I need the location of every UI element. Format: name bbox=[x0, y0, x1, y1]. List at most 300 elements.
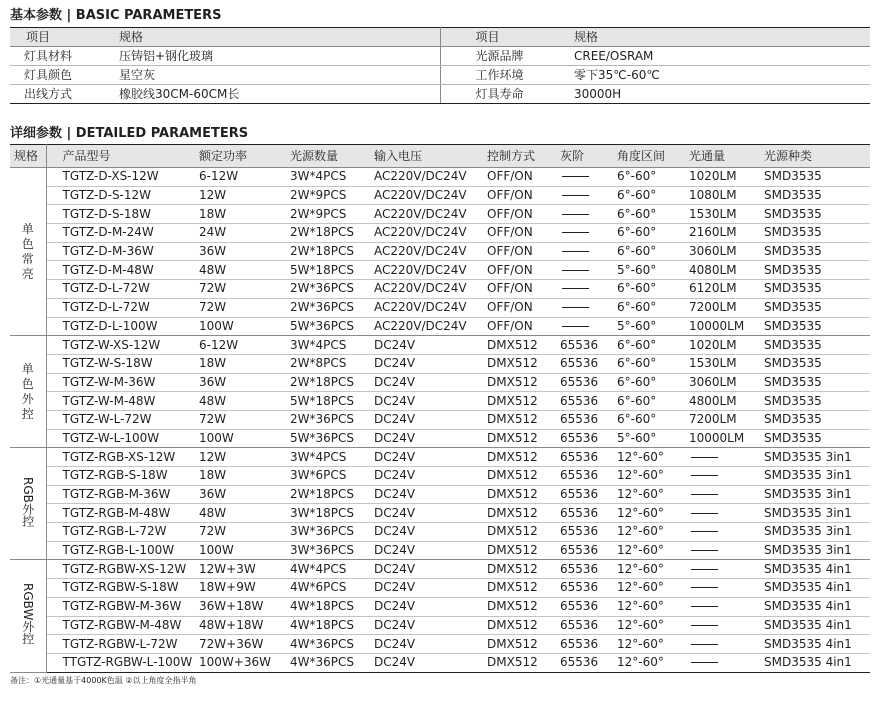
detail-cell: TGTZ-RGB-M-48W bbox=[46, 504, 197, 523]
basic-row bbox=[10, 85, 870, 104]
detail-cell: DC24V bbox=[372, 429, 485, 448]
detail-row bbox=[10, 485, 870, 504]
dash-mark bbox=[691, 587, 718, 588]
detail-header-cell: 灰阶 bbox=[558, 145, 615, 168]
detail-cell: SMD3535 bbox=[762, 410, 870, 429]
detail-cell: 36W bbox=[197, 242, 288, 261]
dash-mark bbox=[691, 662, 718, 663]
detail-cell: 36W bbox=[197, 485, 288, 504]
header-spec: 规格 bbox=[119, 28, 440, 47]
detail-cell: TGTZ-RGB-XS-12W bbox=[46, 448, 197, 467]
basic-item: 光源品牌 bbox=[440, 47, 574, 66]
detail-row bbox=[10, 224, 870, 243]
detailed-parameters-title: 详细参数 | DETAILED PARAMETERS bbox=[10, 126, 249, 141]
detail-cell: SMD3535 4in1 bbox=[762, 635, 870, 654]
dash-mark bbox=[562, 214, 589, 215]
detail-cell: DMX512 bbox=[485, 485, 558, 504]
detail-row bbox=[10, 560, 870, 579]
detail-row bbox=[10, 186, 870, 205]
detail-cell: 100W bbox=[197, 429, 288, 448]
detail-cell: 65536 bbox=[558, 579, 615, 598]
detail-cell: 4W*4PCS bbox=[288, 560, 372, 579]
detail-cell: 1530LM bbox=[687, 354, 762, 373]
detail-row bbox=[10, 523, 870, 542]
detail-cell: SMD3535 bbox=[762, 298, 870, 317]
detail-cell: 4W*18PCS bbox=[288, 616, 372, 635]
detail-cell: 5°-60° bbox=[615, 429, 687, 448]
detailed-parameters-table bbox=[10, 144, 870, 673]
detail-cell: SMD3535 bbox=[762, 354, 870, 373]
basic-parameters-title: 基本参数 | BASIC PARAMETERS bbox=[10, 8, 222, 23]
detail-cell: 3W*4PCS bbox=[288, 336, 372, 355]
dash-mark bbox=[691, 550, 718, 551]
detail-cell: 10000LM bbox=[687, 429, 762, 448]
detail-cell: 65536 bbox=[558, 653, 615, 672]
dash-mark bbox=[691, 606, 718, 607]
detail-cell: 1530LM bbox=[687, 205, 762, 224]
detail-cell bbox=[558, 261, 615, 280]
detail-row bbox=[10, 280, 870, 299]
detail-cell: 2W*18PCS bbox=[288, 224, 372, 243]
detail-cell: 12°-60° bbox=[615, 523, 687, 542]
group-label-cell bbox=[10, 336, 46, 448]
detail-cell: 18W bbox=[197, 467, 288, 486]
detail-cell: 4W*36PCS bbox=[288, 635, 372, 654]
detail-cell: 2W*18PCS bbox=[288, 485, 372, 504]
detail-cell: 72W bbox=[197, 280, 288, 299]
detail-cell: SMD3535 bbox=[762, 336, 870, 355]
detail-cell: TGTZ-W-XS-12W bbox=[46, 336, 197, 355]
detail-cell bbox=[558, 280, 615, 299]
footnote: 备注：①光通量基于4000K色温 ②以上角度全指半角 bbox=[10, 676, 197, 685]
detail-cell: SMD3535 4in1 bbox=[762, 579, 870, 598]
detail-cell: 48W bbox=[197, 261, 288, 280]
dash-mark bbox=[562, 251, 589, 252]
detail-cell: OFF/ON bbox=[485, 261, 558, 280]
detail-cell: AC220V/DC24V bbox=[372, 186, 485, 205]
dash-mark bbox=[562, 176, 589, 177]
dash-mark bbox=[562, 270, 589, 271]
detail-header-cell: 光源种类 bbox=[762, 145, 870, 168]
detail-cell: 2160LM bbox=[687, 224, 762, 243]
detail-row bbox=[10, 205, 870, 224]
detail-cell: SMD3535 4in1 bbox=[762, 616, 870, 635]
detail-header-cell: 额定功率 bbox=[197, 145, 288, 168]
detail-cell: DC24V bbox=[372, 373, 485, 392]
detail-cell: 5W*36PCS bbox=[288, 317, 372, 336]
detail-cell: SMD3535 4in1 bbox=[762, 597, 870, 616]
detail-cell: SMD3535 3in1 bbox=[762, 448, 870, 467]
detail-cell: SMD3535 4in1 bbox=[762, 560, 870, 579]
detail-cell: 72W bbox=[197, 523, 288, 542]
detail-cell: 6°-60° bbox=[615, 186, 687, 205]
detail-cell: 1020LM bbox=[687, 168, 762, 187]
detail-cell: SMD3535 bbox=[762, 280, 870, 299]
basic-item: 工作环境 bbox=[440, 66, 574, 85]
detail-cell: 3060LM bbox=[687, 242, 762, 261]
group-label-cell bbox=[10, 168, 46, 336]
detail-cell: 65536 bbox=[558, 373, 615, 392]
detail-row bbox=[10, 317, 870, 336]
detail-cell bbox=[687, 485, 762, 504]
detail-header-cell: 角度区间 bbox=[615, 145, 687, 168]
group-label: RGBW外控 bbox=[20, 583, 35, 645]
detail-header-cell: 光通量 bbox=[687, 145, 762, 168]
detail-row bbox=[10, 410, 870, 429]
detail-cell: 6°-60° bbox=[615, 392, 687, 411]
detail-cell: SMD3535 3in1 bbox=[762, 523, 870, 542]
detail-cell: 6°-60° bbox=[615, 168, 687, 187]
detail-row bbox=[10, 653, 870, 672]
group-label-cell bbox=[10, 560, 46, 672]
detail-cell: 6°-60° bbox=[615, 298, 687, 317]
basic-value: 零下35℃-60℃ bbox=[574, 66, 870, 85]
detail-cell: 12°-60° bbox=[615, 467, 687, 486]
detail-cell: SMD3535 3in1 bbox=[762, 467, 870, 486]
detail-cell: 65536 bbox=[558, 467, 615, 486]
dash-mark bbox=[691, 531, 718, 532]
detail-cell: DMX512 bbox=[485, 410, 558, 429]
detail-cell: DC24V bbox=[372, 448, 485, 467]
detail-cell: OFF/ON bbox=[485, 298, 558, 317]
detail-cell: 12°-60° bbox=[615, 485, 687, 504]
detail-cell bbox=[687, 579, 762, 598]
detail-cell: DMX512 bbox=[485, 616, 558, 635]
detail-cell: 2W*36PCS bbox=[288, 410, 372, 429]
detail-cell: SMD3535 bbox=[762, 392, 870, 411]
detail-cell: 5°-60° bbox=[615, 317, 687, 336]
detail-cell: DMX512 bbox=[485, 336, 558, 355]
basic-value: 30000H bbox=[574, 85, 870, 104]
basic-value: 橡胶线30CM-60CM长 bbox=[119, 85, 440, 104]
detail-cell: 3W*4PCS bbox=[288, 448, 372, 467]
detail-cell: OFF/ON bbox=[485, 168, 558, 187]
detail-cell: 6°-60° bbox=[615, 224, 687, 243]
detail-cell: DC24V bbox=[372, 579, 485, 598]
detail-cell: OFF/ON bbox=[485, 280, 558, 299]
detail-cell: DC24V bbox=[372, 560, 485, 579]
detail-cell: 6°-60° bbox=[615, 336, 687, 355]
detail-row bbox=[10, 504, 870, 523]
header-item: 项目 bbox=[10, 28, 119, 47]
detail-cell: 12°-60° bbox=[615, 597, 687, 616]
detail-cell: AC220V/DC24V bbox=[372, 205, 485, 224]
detail-row bbox=[10, 467, 870, 486]
detail-cell: SMD3535 bbox=[762, 168, 870, 187]
dash-mark bbox=[562, 307, 589, 308]
detail-cell: 65536 bbox=[558, 448, 615, 467]
detail-cell bbox=[687, 523, 762, 542]
detail-cell: 24W bbox=[197, 224, 288, 243]
detail-row bbox=[10, 579, 870, 598]
detail-cell: 6120LM bbox=[687, 280, 762, 299]
detail-cell: 3W*36PCS bbox=[288, 523, 372, 542]
detail-cell: OFF/ON bbox=[485, 205, 558, 224]
detail-cell: 1020LM bbox=[687, 336, 762, 355]
detail-cell: DC24V bbox=[372, 523, 485, 542]
basic-value: CREE/OSRAM bbox=[574, 47, 870, 66]
basic-row bbox=[10, 66, 870, 85]
detail-cell: 12°-60° bbox=[615, 504, 687, 523]
detail-cell: 65536 bbox=[558, 616, 615, 635]
detail-cell: 1080LM bbox=[687, 186, 762, 205]
detail-cell: TTGTZ-RGBW-L-100W bbox=[46, 653, 197, 672]
detail-cell: 6-12W bbox=[197, 336, 288, 355]
detail-cell bbox=[558, 168, 615, 187]
detail-cell: AC220V/DC24V bbox=[372, 261, 485, 280]
detail-row bbox=[10, 336, 870, 355]
detail-cell: 72W+36W bbox=[197, 635, 288, 654]
detail-cell: DC24V bbox=[372, 467, 485, 486]
basic-value: 星空灰 bbox=[119, 66, 440, 85]
basic-item: 灯具寿命 bbox=[440, 85, 574, 104]
detail-cell: TGTZ-D-M-36W bbox=[46, 242, 197, 261]
detail-cell: 65536 bbox=[558, 354, 615, 373]
detail-cell: 5W*36PCS bbox=[288, 429, 372, 448]
detail-cell bbox=[687, 560, 762, 579]
detail-row bbox=[10, 597, 870, 616]
detail-cell: TGTZ-D-XS-12W bbox=[46, 168, 197, 187]
detail-cell: DMX512 bbox=[485, 429, 558, 448]
detail-cell: 2W*9PCS bbox=[288, 186, 372, 205]
detail-cell: 7200LM bbox=[687, 410, 762, 429]
detail-row bbox=[10, 261, 870, 280]
detail-cell: TGTZ-W-M-36W bbox=[46, 373, 197, 392]
detail-cell: DC24V bbox=[372, 635, 485, 654]
detail-cell: 12°-60° bbox=[615, 653, 687, 672]
detail-cell: TGTZ-D-S-18W bbox=[46, 205, 197, 224]
detail-cell bbox=[687, 504, 762, 523]
detail-cell: SMD3535 bbox=[762, 429, 870, 448]
detail-cell: 65536 bbox=[558, 523, 615, 542]
detail-cell: OFF/ON bbox=[485, 242, 558, 261]
dash-mark bbox=[562, 232, 589, 233]
detail-cell: DMX512 bbox=[485, 448, 558, 467]
basic-parameters-table bbox=[10, 27, 870, 104]
detail-cell: 5W*18PCS bbox=[288, 392, 372, 411]
detail-cell: TGTZ-W-M-48W bbox=[46, 392, 197, 411]
detail-cell: 3W*4PCS bbox=[288, 168, 372, 187]
detail-cell: 6°-60° bbox=[615, 205, 687, 224]
basic-item: 出线方式 bbox=[10, 85, 119, 104]
detail-cell: SMD3535 3in1 bbox=[762, 485, 870, 504]
detail-row bbox=[10, 354, 870, 373]
detail-cell: TGTZ-W-L-72W bbox=[46, 410, 197, 429]
detail-cell: DMX512 bbox=[485, 579, 558, 598]
dash-mark bbox=[562, 326, 589, 327]
detail-cell bbox=[558, 186, 615, 205]
detail-cell: TGTZ-RGBW-S-18W bbox=[46, 579, 197, 598]
detail-cell: 4W*18PCS bbox=[288, 597, 372, 616]
detail-cell: 7200LM bbox=[687, 298, 762, 317]
detail-cell: AC220V/DC24V bbox=[372, 224, 485, 243]
detail-cell: AC220V/DC24V bbox=[372, 298, 485, 317]
detail-cell: 65536 bbox=[558, 336, 615, 355]
detail-cell bbox=[687, 448, 762, 467]
detail-cell: 12W bbox=[197, 186, 288, 205]
detail-header-cell: 输入电压 bbox=[372, 145, 485, 168]
detail-cell: 3W*36PCS bbox=[288, 541, 372, 560]
detail-cell: 6°-60° bbox=[615, 410, 687, 429]
detail-cell: DC24V bbox=[372, 410, 485, 429]
detail-cell: TGTZ-RGBW-M-48W bbox=[46, 616, 197, 635]
header-spec: 规格 bbox=[574, 28, 870, 47]
detail-cell: 4W*36PCS bbox=[288, 653, 372, 672]
detail-cell: 6°-60° bbox=[615, 242, 687, 261]
detail-row bbox=[10, 373, 870, 392]
detail-cell: 48W bbox=[197, 392, 288, 411]
detail-cell: 2W*36PCS bbox=[288, 298, 372, 317]
detail-cell bbox=[687, 653, 762, 672]
group-label: RGB外控 bbox=[20, 476, 35, 527]
detail-cell bbox=[687, 467, 762, 486]
detail-cell: AC220V/DC24V bbox=[372, 317, 485, 336]
detail-cell: 65536 bbox=[558, 410, 615, 429]
detail-cell: 65536 bbox=[558, 560, 615, 579]
detail-cell: SMD3535 bbox=[762, 373, 870, 392]
detail-cell: DMX512 bbox=[485, 560, 558, 579]
detail-cell: SMD3535 bbox=[762, 317, 870, 336]
detail-cell: 6°-60° bbox=[615, 373, 687, 392]
detail-cell: TGTZ-D-L-100W bbox=[46, 317, 197, 336]
detail-cell: OFF/ON bbox=[485, 224, 558, 243]
detail-cell: 2W*9PCS bbox=[288, 205, 372, 224]
detail-cell: TGTZ-RGB-S-18W bbox=[46, 467, 197, 486]
detail-cell: 2W*36PCS bbox=[288, 280, 372, 299]
group-label: 单色常亮 bbox=[21, 221, 34, 281]
detail-cell: TGTZ-D-L-72W bbox=[46, 298, 197, 317]
group-label: 单色外控 bbox=[21, 361, 34, 421]
detail-cell: DMX512 bbox=[485, 373, 558, 392]
detail-cell bbox=[558, 317, 615, 336]
detail-cell: 65536 bbox=[558, 635, 615, 654]
dash-mark bbox=[691, 569, 718, 570]
detail-cell: 65536 bbox=[558, 504, 615, 523]
detail-cell: 18W+9W bbox=[197, 579, 288, 598]
detail-cell: AC220V/DC24V bbox=[372, 168, 485, 187]
detail-cell: 36W bbox=[197, 373, 288, 392]
detail-cell: 65536 bbox=[558, 429, 615, 448]
detail-cell: DC24V bbox=[372, 336, 485, 355]
detail-cell: 5°-60° bbox=[615, 261, 687, 280]
detail-cell: SMD3535 bbox=[762, 261, 870, 280]
detail-cell: DC24V bbox=[372, 392, 485, 411]
detail-cell: 18W bbox=[197, 354, 288, 373]
basic-item: 灯具颜色 bbox=[10, 66, 119, 85]
dash-mark bbox=[691, 513, 718, 514]
detail-cell: 12W bbox=[197, 448, 288, 467]
detail-header-cell: 光源数量 bbox=[288, 145, 372, 168]
detail-cell: 4800LM bbox=[687, 392, 762, 411]
detail-row bbox=[10, 635, 870, 654]
detail-cell: 65536 bbox=[558, 485, 615, 504]
detail-cell: 12W+3W bbox=[197, 560, 288, 579]
detail-cell: SMD3535 bbox=[762, 242, 870, 261]
detail-cell: 12°-60° bbox=[615, 448, 687, 467]
detail-cell: TGTZ-D-L-72W bbox=[46, 280, 197, 299]
dash-mark bbox=[562, 288, 589, 289]
detail-row bbox=[10, 448, 870, 467]
dash-mark bbox=[691, 644, 718, 645]
detail-cell: TGTZ-RGB-L-100W bbox=[46, 541, 197, 560]
detail-cell: 12°-60° bbox=[615, 635, 687, 654]
detail-header-row bbox=[10, 145, 870, 168]
detail-cell: DMX512 bbox=[485, 635, 558, 654]
detail-cell: 12°-60° bbox=[615, 560, 687, 579]
basic-item: 灯具材料 bbox=[10, 47, 119, 66]
detail-cell: TGTZ-D-S-12W bbox=[46, 186, 197, 205]
detail-cell: TGTZ-RGB-L-72W bbox=[46, 523, 197, 542]
detail-cell: 10000LM bbox=[687, 317, 762, 336]
detail-cell: 72W bbox=[197, 410, 288, 429]
detail-cell: TGTZ-W-S-18W bbox=[46, 354, 197, 373]
detail-cell: 3W*18PCS bbox=[288, 504, 372, 523]
detail-cell: TGTZ-RGBW-L-72W bbox=[46, 635, 197, 654]
detail-header-cell: 规格 bbox=[10, 145, 46, 168]
dash-mark bbox=[562, 195, 589, 196]
detail-row bbox=[10, 429, 870, 448]
detail-cell bbox=[558, 224, 615, 243]
detail-cell: 18W bbox=[197, 205, 288, 224]
basic-header-row bbox=[10, 28, 870, 47]
detail-cell bbox=[687, 635, 762, 654]
detail-header-cell: 控制方式 bbox=[485, 145, 558, 168]
detail-cell: DC24V bbox=[372, 616, 485, 635]
detail-cell: DMX512 bbox=[485, 597, 558, 616]
detail-cell: 2W*18PCS bbox=[288, 242, 372, 261]
detail-cell: TGTZ-RGB-M-36W bbox=[46, 485, 197, 504]
detail-cell: DMX512 bbox=[485, 541, 558, 560]
detail-cell: TGTZ-RGBW-XS-12W bbox=[46, 560, 197, 579]
detail-cell: 48W bbox=[197, 504, 288, 523]
detail-cell: OFF/ON bbox=[485, 186, 558, 205]
detail-cell bbox=[687, 597, 762, 616]
detail-cell: 100W bbox=[197, 317, 288, 336]
detail-cell: DMX512 bbox=[485, 392, 558, 411]
detail-cell: 72W bbox=[197, 298, 288, 317]
detail-cell: TGTZ-D-M-48W bbox=[46, 261, 197, 280]
detail-cell: 12°-60° bbox=[615, 541, 687, 560]
detail-cell: AC220V/DC24V bbox=[372, 242, 485, 261]
detail-cell: DMX512 bbox=[485, 467, 558, 486]
detail-cell: 6°-60° bbox=[615, 354, 687, 373]
detail-row bbox=[10, 392, 870, 411]
group-label-cell bbox=[10, 448, 46, 560]
detail-cell: DC24V bbox=[372, 485, 485, 504]
detail-cell: SMD3535 bbox=[762, 186, 870, 205]
dash-mark bbox=[691, 625, 718, 626]
detail-row bbox=[10, 168, 870, 187]
detail-cell: 3060LM bbox=[687, 373, 762, 392]
detail-cell: DMX512 bbox=[485, 653, 558, 672]
detail-cell: TGTZ-RGBW-M-36W bbox=[46, 597, 197, 616]
detail-cell: OFF/ON bbox=[485, 317, 558, 336]
detail-cell: 48W+18W bbox=[197, 616, 288, 635]
detail-cell: SMD3535 bbox=[762, 224, 870, 243]
detail-cell: DC24V bbox=[372, 653, 485, 672]
detail-cell: DMX512 bbox=[485, 354, 558, 373]
detail-row bbox=[10, 242, 870, 261]
detail-row bbox=[10, 616, 870, 635]
basic-value: 压铸铝+钢化玻璃 bbox=[119, 47, 440, 66]
detail-cell: SMD3535 3in1 bbox=[762, 541, 870, 560]
detail-cell: 3W*6PCS bbox=[288, 467, 372, 486]
detail-cell: 65536 bbox=[558, 392, 615, 411]
detail-cell: 12°-60° bbox=[615, 579, 687, 598]
detail-cell: 6°-60° bbox=[615, 280, 687, 299]
detail-cell: 36W+18W bbox=[197, 597, 288, 616]
detail-cell: 4W*6PCS bbox=[288, 579, 372, 598]
